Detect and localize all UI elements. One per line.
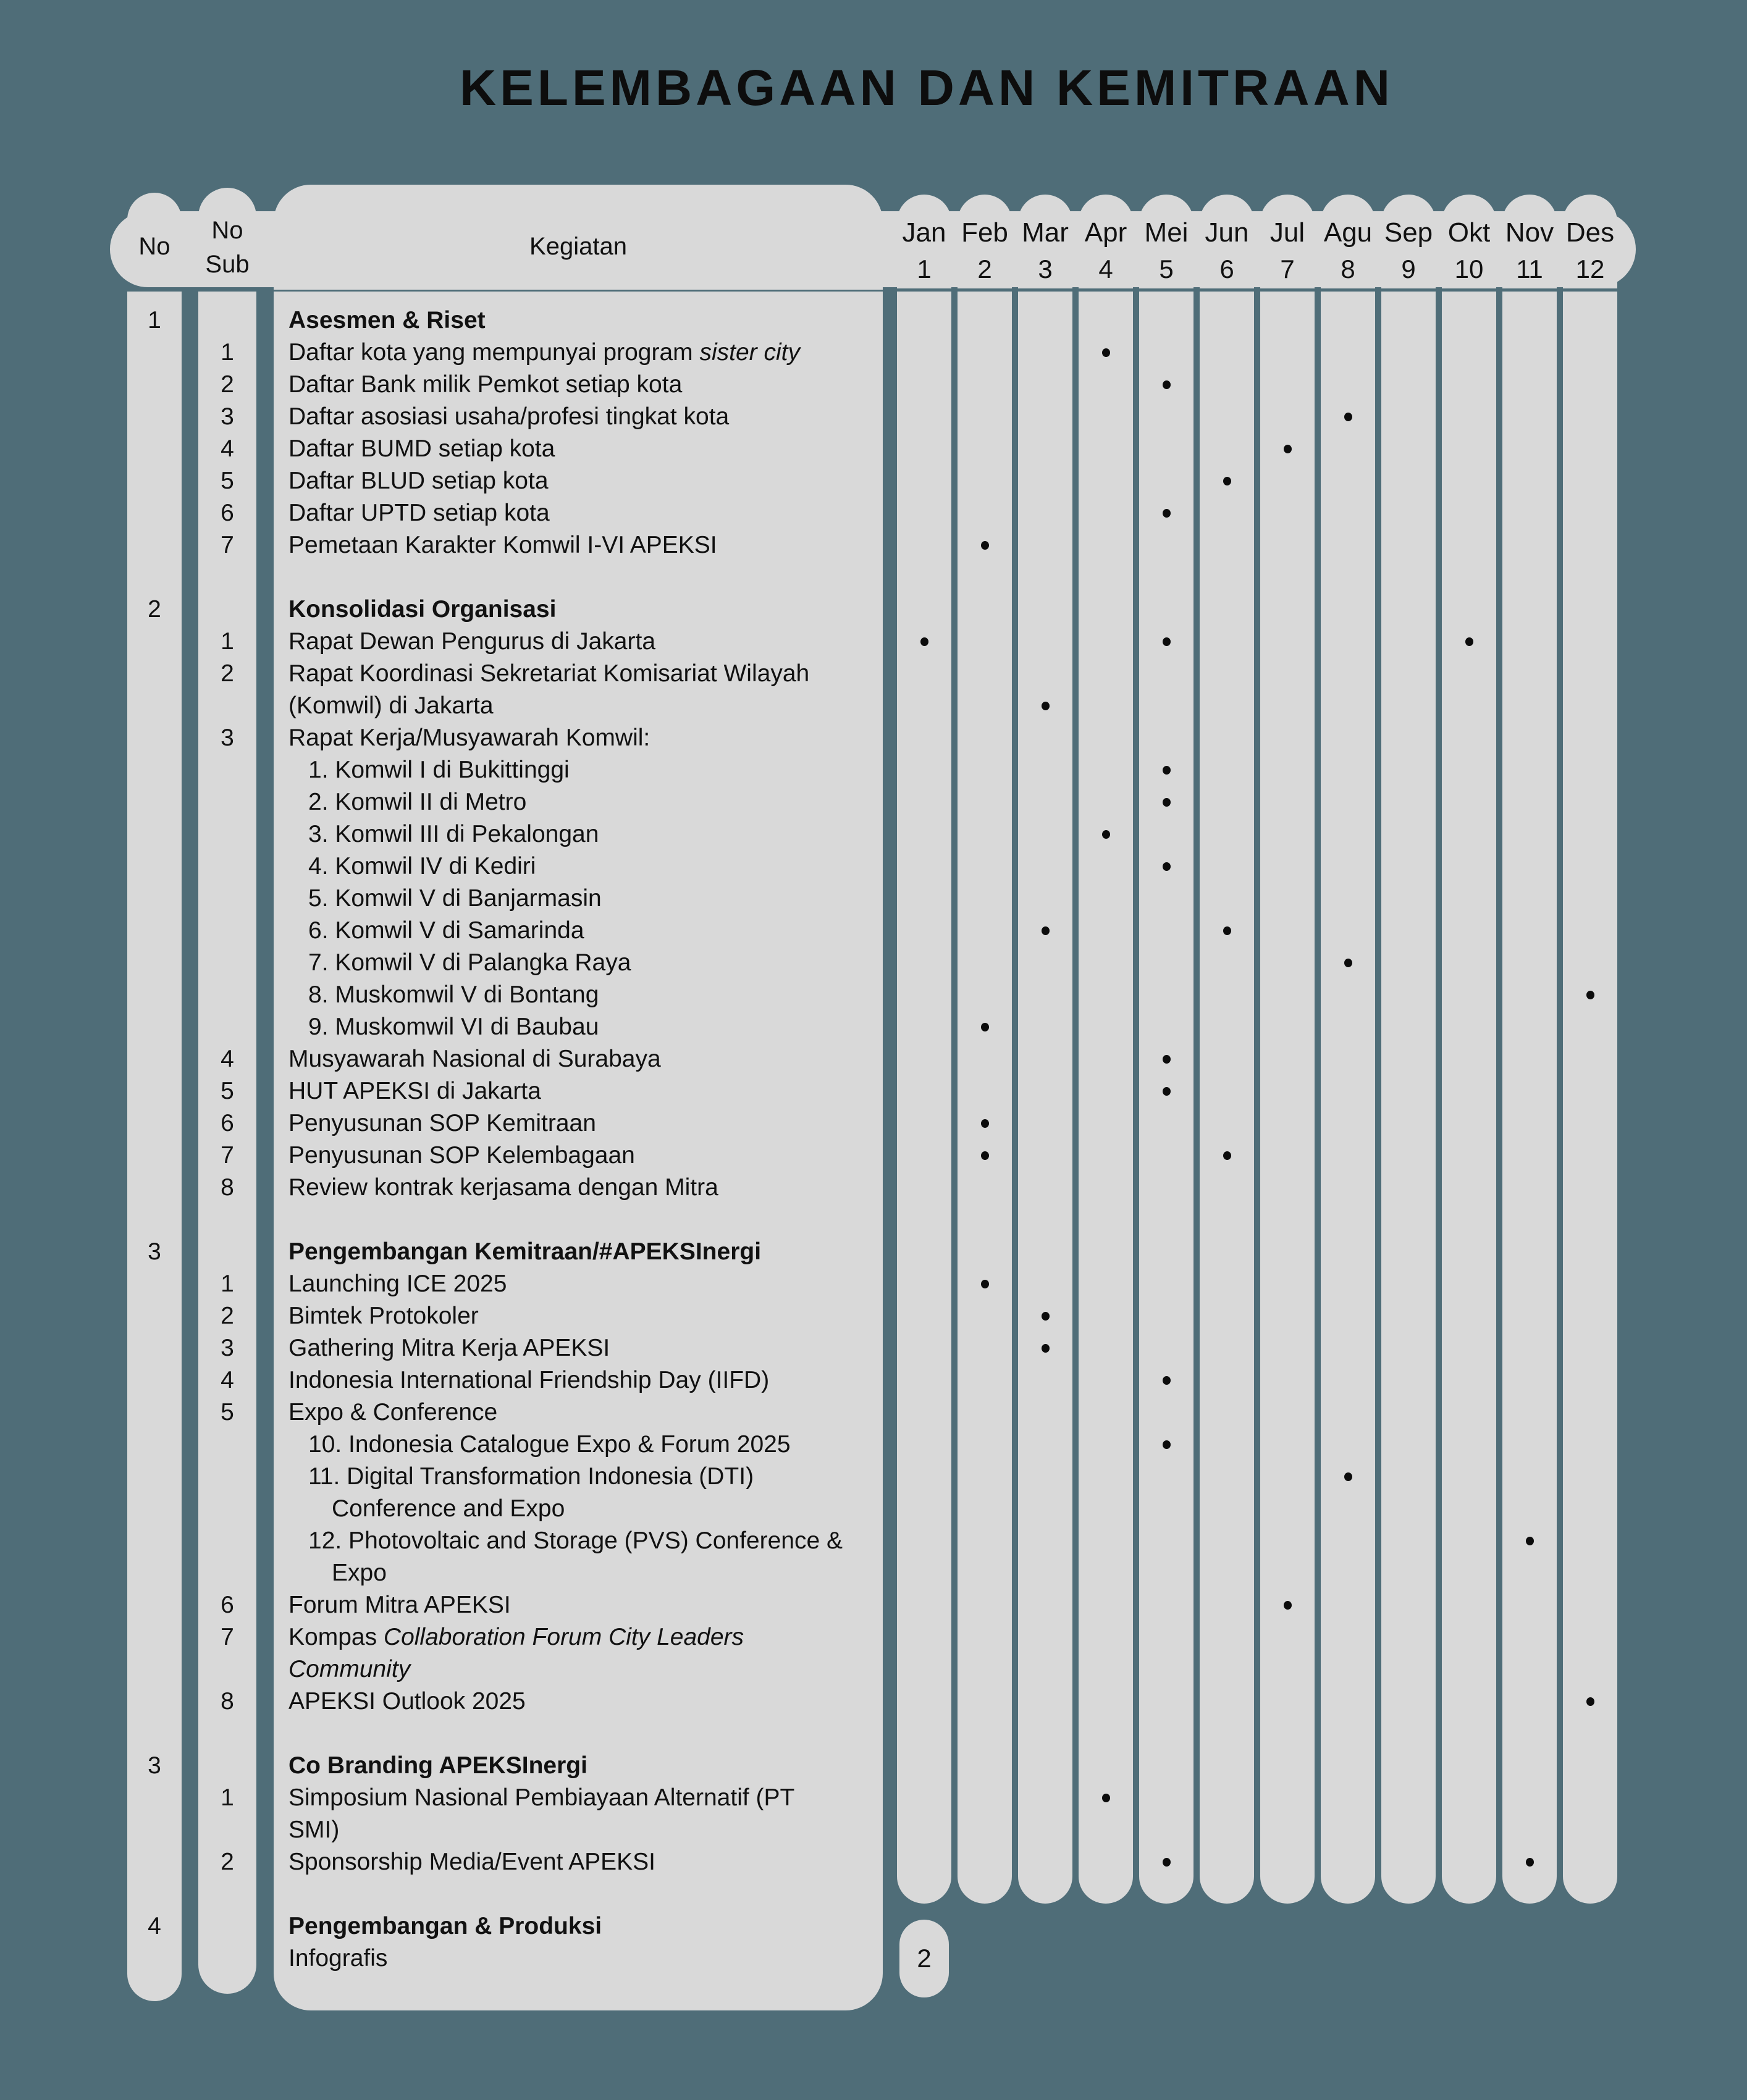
activity-label-segment: Sponsorship Media/Event APEKSI: [288, 1849, 656, 1875]
month-name-apr: Apr: [1084, 217, 1127, 248]
schedule-dot: [1042, 1312, 1050, 1321]
month-name-agu: Agu: [1323, 217, 1373, 248]
schedule-dot: [981, 1151, 989, 1160]
month-number-2: 2: [977, 254, 992, 284]
column-header-no-sub-line1: No: [211, 217, 243, 244]
activity-label: [274, 497, 898, 529]
activity-label-segment: 8. Muskomwil V di Bontang: [308, 981, 599, 1008]
activity-sub-number: 1: [221, 339, 234, 366]
activity-row: [0, 1043, 1747, 1075]
activity-label-segment: 7. Komwil V di Palangka Raya: [308, 949, 631, 976]
activity-row: [0, 1653, 1747, 1686]
activity-label: [274, 850, 917, 883]
schedule-dot: [1586, 991, 1594, 999]
activity-label-segment: Daftar BLUD setiap kota: [288, 468, 549, 494]
column-header-kegiatan: Kegiatan: [529, 233, 627, 260]
section-number: 2: [148, 596, 161, 623]
activity-label-segment: HUT APEKSI di Jakarta: [288, 1078, 541, 1104]
schedule-dot: [981, 1023, 989, 1031]
schedule-dot: [1223, 1151, 1231, 1160]
activity-sub-number: 4: [221, 1367, 234, 1393]
activity-label: [274, 786, 917, 818]
activity-label: [274, 1814, 898, 1846]
section-title: Co Branding APEKSInergi: [288, 1752, 587, 1779]
activity-row: [0, 1011, 1747, 1043]
spacer-row: [0, 1878, 1747, 1910]
activity-label: [274, 337, 898, 369]
section-header-row: [0, 1750, 1747, 1782]
activity-label-segment: Launching ICE 2025: [288, 1270, 507, 1297]
spacer-row: [0, 561, 1747, 594]
activity-sub-number: 2: [221, 1303, 234, 1329]
activity-label-segment: APEKSI Outlook 2025: [288, 1688, 526, 1715]
activity-label-segment: SMI): [288, 1816, 340, 1843]
month-name-jun: Jun: [1205, 217, 1249, 248]
activity-label: [274, 1011, 917, 1043]
activity-row: [0, 1525, 1747, 1557]
activity-label: [274, 529, 898, 561]
month-name-nov: Nov: [1505, 217, 1554, 248]
activity-label-segment: Gathering Mitra Kerja APEKSI: [288, 1335, 610, 1361]
activity-row: [0, 1589, 1747, 1621]
activity-label: [274, 915, 917, 947]
schedule-rows-layer: [0, 304, 1747, 1975]
activity-label-segment: 1. Komwil I di Bukittinggi: [308, 757, 570, 783]
activity-row: [0, 979, 1747, 1011]
activity-label-segment: Rapat Koordinasi Sekretariat Komisariat Wilayah: [288, 660, 810, 687]
activity-label-segment: 6. Komwil V di Samarinda: [308, 917, 584, 944]
activity-label-segment: Review kontrak kerjasama dengan Mitra: [288, 1174, 718, 1201]
activity-label: [274, 401, 898, 433]
activity-label-segment: Indonesia International Friendship Day (IIFD): [288, 1367, 770, 1393]
activity-sub-number: 4: [221, 1046, 234, 1072]
schedule-dot: [1042, 926, 1050, 935]
activity-label: [274, 1043, 898, 1075]
activity-label-segment: 3. Komwil III di Pekalongan: [308, 821, 599, 847]
activity-label-segment: Daftar kota yang mempunyai program: [288, 339, 700, 366]
activity-row: [0, 722, 1747, 754]
section-title: Pengembangan & Produksi: [288, 1913, 602, 1939]
activity-label: [274, 658, 898, 690]
section-number: 3: [148, 1752, 161, 1779]
month-number-4: 4: [1098, 254, 1113, 284]
schedule-dot: [920, 637, 928, 646]
section-title: Asesmen & Riset: [288, 307, 486, 334]
activity-row: [0, 1107, 1747, 1140]
schedule-dot: [1163, 798, 1171, 807]
month-number-5: 5: [1159, 254, 1174, 284]
month-number-6: 6: [1219, 254, 1234, 284]
activity-row: [0, 1075, 1747, 1107]
activity-label: [274, 1782, 898, 1814]
activity-label-segment: Musyawarah Nasional di Surabaya: [288, 1046, 661, 1072]
column-header-no-sub: [198, 214, 256, 282]
activity-label: [274, 1332, 898, 1364]
activity-row: [0, 1300, 1747, 1332]
activity-label: [274, 1396, 898, 1429]
activity-label: [274, 1075, 898, 1107]
activity-label-segment: Expo: [332, 1560, 387, 1586]
activity-label: [274, 1942, 898, 1975]
schedule-dot: [1344, 1472, 1352, 1481]
activity-label: [274, 626, 898, 658]
activity-label: [274, 1461, 917, 1493]
activity-label: [274, 883, 917, 915]
activity-row: [0, 1364, 1747, 1396]
activity-label-segment: Bimtek Protokoler: [288, 1303, 479, 1329]
activity-label-segment: Kompas: [288, 1624, 384, 1650]
activity-row: [0, 497, 1747, 529]
schedule-dot: [1163, 1858, 1171, 1867]
activity-row: [0, 883, 1747, 915]
activity-row: [0, 1814, 1747, 1846]
activity-row: [0, 1557, 1747, 1589]
activity-label-segment: Rapat Kerja/Musyawarah Komwil:: [288, 724, 650, 751]
activity-row: [0, 1268, 1747, 1300]
activity-label: [274, 1557, 941, 1589]
activity-label-segment: Penyusunan SOP Kemitraan: [288, 1110, 596, 1136]
activity-label-italic-segment: Community: [288, 1656, 411, 1682]
activity-sub-number: 7: [221, 1142, 234, 1169]
activity-label: [274, 1589, 898, 1621]
activity-label-segment: Conference and Expo: [332, 1495, 565, 1522]
activity-sub-number: 6: [221, 1592, 234, 1618]
schedule-dot: [1102, 830, 1110, 839]
activity-sub-number: 2: [221, 1849, 234, 1875]
activity-label-segment: Simposium Nasional Pembiayaan Alternatif (PT: [288, 1784, 795, 1811]
activity-row: [0, 915, 1747, 947]
schedule-dot: [1163, 1087, 1171, 1096]
activity-label: [274, 979, 917, 1011]
month-number-12: 12: [1575, 254, 1605, 284]
jan-count-pill: 2: [899, 1920, 949, 1997]
activity-sub-number: 3: [221, 724, 234, 751]
page-title: KELEMBAGAAN DAN KEMITRAAN: [459, 60, 1394, 116]
activity-label: [274, 1364, 898, 1396]
activity-label: [274, 690, 898, 722]
activity-row: [0, 1332, 1747, 1364]
schedule-dot: [1163, 509, 1171, 518]
section-number: 1: [148, 307, 161, 334]
activity-row: [0, 337, 1747, 369]
section-title: Konsolidasi Organisasi: [288, 596, 557, 623]
activity-label-segment: Daftar Bank milik Pemkot setiap kota: [288, 371, 683, 398]
activity-sub-number: 6: [221, 500, 234, 526]
activity-label: [274, 1300, 898, 1332]
activity-label: [274, 433, 898, 465]
activity-row: [0, 401, 1747, 433]
schedule-dot: [1526, 1858, 1534, 1867]
activity-row: [0, 1493, 1747, 1525]
activity-sub-number: 1: [221, 628, 234, 655]
schedule-dot: [1163, 380, 1171, 389]
activity-row: [0, 1429, 1747, 1461]
month-number-11: 11: [1516, 254, 1543, 284]
activity-label: [274, 369, 898, 401]
activity-label: [274, 1653, 898, 1686]
activity-label: [274, 1172, 898, 1204]
activity-row: [0, 1782, 1747, 1814]
schedule-dot: [1223, 477, 1231, 485]
month-name-feb: Feb: [961, 217, 1008, 248]
schedule-dot: [1284, 1601, 1292, 1610]
activity-label: [274, 1686, 898, 1718]
schedule-dot: [981, 1280, 989, 1288]
activity-sub-number: 6: [221, 1110, 234, 1136]
activity-sub-number: 5: [221, 1078, 234, 1104]
section-number: 4: [148, 1913, 161, 1939]
schedule-dot: [1163, 1055, 1171, 1064]
activity-row: [0, 850, 1747, 883]
schedule-dot: [1465, 637, 1473, 646]
activity-label-segment: Expo & Conference: [288, 1399, 498, 1426]
activity-label: [274, 754, 917, 786]
schedule-dot: [1102, 348, 1110, 357]
section-header-row: [0, 1236, 1747, 1268]
activity-label-segment: Daftar BUMD setiap kota: [288, 435, 555, 462]
month-name-des: Des: [1565, 217, 1615, 248]
activity-label: [274, 722, 898, 754]
activity-label: [274, 818, 917, 850]
schedule-dot: [1344, 959, 1352, 967]
activity-label: [274, 1846, 898, 1878]
activity-row: [0, 465, 1747, 497]
activity-sub-number: 2: [221, 371, 234, 398]
activity-label-segment: Rapat Dewan Pengurus di Jakarta: [288, 628, 656, 655]
activity-row: [0, 818, 1747, 850]
activity-label: [274, 1429, 917, 1461]
month-number-3: 3: [1038, 254, 1053, 284]
activity-row: [0, 1461, 1747, 1493]
month-name-mei: Mei: [1144, 217, 1189, 248]
schedule-dot: [1284, 445, 1292, 453]
activity-label-segment: Daftar UPTD setiap kota: [288, 500, 550, 526]
activity-row: [0, 1172, 1747, 1204]
column-header-no: No: [138, 233, 170, 260]
section-number: 3: [148, 1238, 161, 1265]
activity-sub-number: 4: [221, 435, 234, 462]
schedule-dot: [1042, 1344, 1050, 1353]
activity-label-segment: 10. Indonesia Catalogue Expo & Forum 2025: [308, 1431, 791, 1458]
activity-label: [274, 465, 898, 497]
spacer-row: [0, 1718, 1747, 1750]
activity-label-segment: 12. Photovoltaic and Storage (PVS) Conference &: [308, 1527, 843, 1554]
schedule-dot: [1344, 413, 1352, 421]
column-header-no-sub-line2: Sub: [205, 251, 250, 278]
month-name-sep: Sep: [1384, 217, 1433, 248]
month-number-10: 10: [1454, 254, 1484, 284]
activity-row: [0, 529, 1747, 561]
activity-row: [0, 658, 1747, 690]
schedule-dot: [1163, 862, 1171, 871]
month-number-7: 7: [1280, 254, 1295, 284]
schedule-dot: [1163, 766, 1171, 775]
activity-sub-number: 7: [221, 532, 234, 558]
activity-label-segment: 4. Komwil IV di Kediri: [308, 853, 536, 880]
activity-label-segment: Daftar asosiasi usaha/profesi tingkat kota: [288, 403, 730, 430]
schedule-dot: [1102, 1794, 1110, 1802]
section-header-row: [0, 304, 1747, 337]
activity-sub-number: 8: [221, 1688, 234, 1715]
activity-row: [0, 1140, 1747, 1172]
activity-label-italic-segment: Collaboration Forum City Leaders: [383, 1624, 744, 1650]
activity-label: [274, 1107, 898, 1140]
activity-row: [0, 369, 1747, 401]
month-number-8: 8: [1341, 254, 1355, 284]
activity-row: [0, 786, 1747, 818]
activity-sub-number: 1: [221, 1784, 234, 1811]
activity-sub-number: 7: [221, 1624, 234, 1650]
activity-row: [0, 1846, 1747, 1878]
month-name-jan: Jan: [902, 217, 946, 248]
activity-label-segment: Pemetaan Karakter Komwil I-VI APEKSI: [288, 532, 717, 558]
spacer-row: [0, 1204, 1747, 1236]
activity-label-segment: 5. Komwil V di Banjarmasin: [308, 885, 602, 912]
month-name-mar: Mar: [1022, 217, 1069, 248]
activity-label: [274, 1525, 917, 1557]
activity-sub-number: 1: [221, 1270, 234, 1297]
section-title: Pengembangan Kemitraan/#APEKSInergi: [288, 1238, 762, 1265]
month-number-9: 9: [1401, 254, 1416, 284]
schedule-dot: [1163, 637, 1171, 646]
activity-row: [0, 626, 1747, 658]
activity-sub-number: 2: [221, 660, 234, 687]
activity-sub-number: 3: [221, 403, 234, 430]
activity-sub-number: 8: [221, 1174, 234, 1201]
activity-row: [0, 1621, 1747, 1653]
section-header-row: [0, 594, 1747, 626]
activity-label-segment: Infografis: [288, 1945, 388, 1972]
activity-label: [274, 1140, 898, 1172]
section-header-row: [0, 1910, 1747, 1942]
activity-row: [0, 754, 1747, 786]
activity-label-segment: Forum Mitra APEKSI: [288, 1592, 511, 1618]
schedule-dot: [1163, 1440, 1171, 1449]
schedule-dot: [1586, 1697, 1594, 1706]
activity-label: [274, 1493, 941, 1525]
activity-label-segment: 11. Digital Transformation Indonesia (DTI): [308, 1463, 754, 1490]
activity-row: [0, 690, 1747, 722]
activity-label: [274, 947, 917, 979]
activity-label-segment: Penyusunan SOP Kelembagaan: [288, 1142, 635, 1169]
schedule-dot: [1526, 1537, 1534, 1545]
activity-sub-number: 3: [221, 1335, 234, 1361]
month-name-okt: Okt: [1447, 217, 1491, 248]
activity-label-segment: 2. Komwil II di Metro: [308, 789, 527, 815]
schedule-dot: [981, 541, 989, 550]
activity-label-segment: 9. Muskomwil VI di Baubau: [308, 1014, 599, 1040]
schedule-dot: [1223, 926, 1231, 935]
schedule-dot: [1042, 702, 1050, 710]
activity-label: [274, 1621, 898, 1653]
month-number-1: 1: [917, 254, 932, 284]
activity-row: [0, 1686, 1747, 1718]
schedule-dot: [981, 1119, 989, 1128]
activity-row: [0, 433, 1747, 465]
activity-row: [0, 1396, 1747, 1429]
activity-label: [274, 1268, 898, 1300]
schedule-dot: [1163, 1376, 1171, 1385]
month-name-jul: Jul: [1269, 217, 1305, 248]
activity-sub-number: 5: [221, 1399, 234, 1426]
activity-row: [0, 1942, 1747, 1975]
activity-label-segment: (Komwil) di Jakarta: [288, 692, 494, 719]
activity-label-italic-segment: sister city: [699, 339, 800, 366]
activity-sub-number: 5: [221, 468, 234, 494]
activity-row: [0, 947, 1747, 979]
